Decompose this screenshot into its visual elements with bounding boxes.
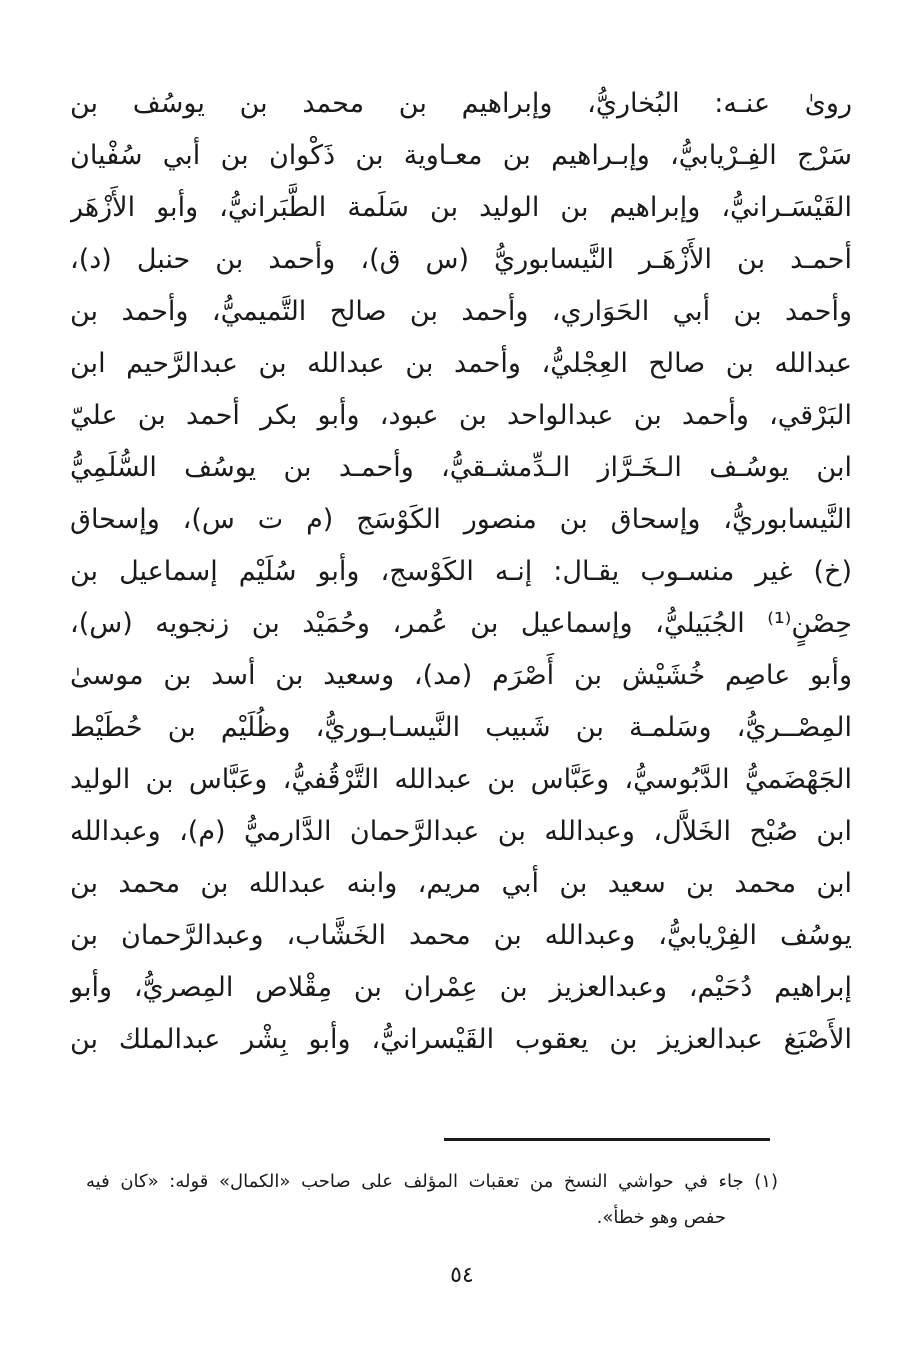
text-line: الأَصْبَغ عبدالعزيز بن يعقوب القَيْسرانيُّ، وأبو بِشْر عبدالملك بن — [70, 1024, 852, 1055]
text-line: يوسُف الفِرْيابيُّ، وعبدالله بن محمد الخَشَّاب، وعبدالرَّحمان بن — [70, 920, 852, 951]
text-line: الجَهْضَميُّ الدَّبُوسيُّ، وعَبَّاس بن عبدالله التَّرْقُفيُّ، وعَبَّاس بن الوليد — [70, 764, 852, 795]
text-line: رویٰ عنـه: البُخاريُّ، وإبراهيم بن محمد بن يوسُف بن — [70, 88, 852, 119]
text-line: القَيْسَـرانيُّ، وإبراهيم بن الوليد بن سَلَمة الطَّبَرانيُّ، وأبو الأَزْهَر — [70, 192, 852, 223]
text-line: سَرْج الفِـرْيابيُّ، وإبـراهيم بن معـاوية بن ذَكْوان بن أبي سُفْيان — [70, 140, 852, 171]
text-line: النَّيسابوريُّ، وإسحاق بن منصور الكَوْسَج (م ت س)، وإسحاق — [70, 504, 852, 535]
text-line: ابن يوسُـف الـخَـرَّاز الـدِّمشـقيُّ، وأحمـد بن يوسُف السُّلَمِيُّ — [70, 452, 852, 483]
body-text — [70, 78, 852, 1066]
text-line: وأحمد بن أبي الحَوَاري، وأحمد بن صالح التَّميميُّ، وأحمد بن — [70, 296, 852, 327]
footnote-divider — [444, 1138, 770, 1141]
text-line: ابن صُبْح الخَلاَّل، وعبدالله بن عبدالرَّحمان الدَّارميُّ (م)، وعبدالله — [70, 816, 852, 847]
text-line: ابن محمد بن سعيد بن أبي مريم، وابنه عبدالله بن محمد بن — [70, 868, 852, 899]
footnotes — [86, 1164, 778, 1236]
text-line: أحمـد بن الأَزْهَـر النَّيسابوريُّ (س ق)، وأحمد بن حنبل (د)، — [70, 244, 852, 275]
text-line: حِصْنٍ⁽¹⁾ الجُبَيليُّ، وإسماعيل بن عُمر، وحُمَيْد بن زنجويه (س)، — [70, 608, 852, 639]
text-line: وأبو عاصِم خُشَيْش بن أَصْرَم (مد)، وسعيد بن أسد بن موسىٰ — [70, 660, 852, 691]
text-line: إبراهيم دُحَيْم، وعبدالعزيز بن عِمْران بن مِقْلاص المِصريُّ، وأبو — [70, 972, 852, 1003]
footnote-line: حفص وهو خطأ». — [596, 1207, 726, 1228]
text-line: المِصْــريُّ، وسَلمـة بن شَبيب النَّيسـابـوريُّ، وظُلَيْم بن حُطَيْط — [70, 712, 852, 743]
text-line: (خ) غير منسـوب يقـال: إنـه الكَوْسج، وأبو سُلَيْم إسماعيل بن — [70, 556, 852, 587]
page-number: ٥٤ — [450, 1263, 474, 1288]
text-line: عبدالله بن صالح العِجْليُّ، وأحمد بن عبدالله بن عبدالرَّحيم ابن — [70, 348, 852, 379]
text-line: البَرْقي، وأحمد بن عبدالواحد بن عبود، وأبو بكر أحمد بن عليّ — [70, 400, 852, 431]
footnote-line: (١) جاء في حواشي النسخ من تعقبات المؤلف على صاحب «الكمال» قوله: «كان فيه — [86, 1171, 778, 1192]
